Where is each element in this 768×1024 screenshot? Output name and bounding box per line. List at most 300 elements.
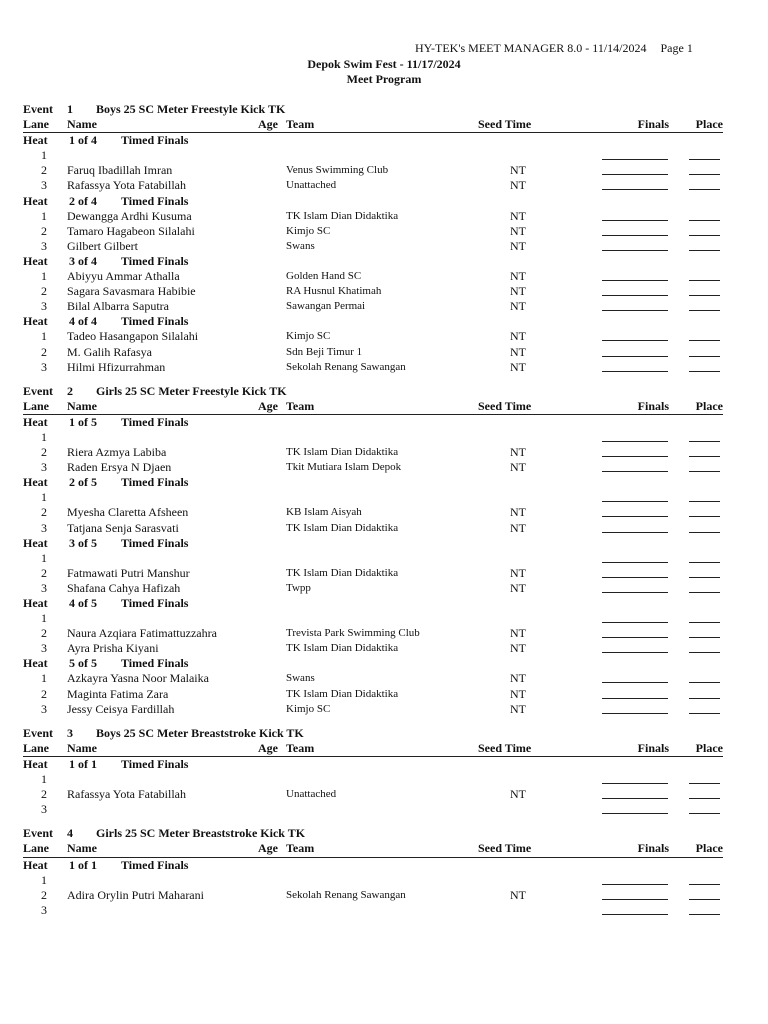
event-label: Event [23, 826, 53, 841]
swimmer-name: Adira Orylin Putri Maharani [67, 887, 204, 902]
swimmer-name: Naura Azqiara Fatimattuzzahra [67, 626, 217, 641]
place-blank-line [689, 592, 720, 593]
team-name: Swans [286, 239, 315, 252]
heat-row [23, 415, 723, 430]
seed-time: NT [510, 445, 526, 460]
finals-blank-line [602, 532, 668, 533]
place-blank-line [689, 471, 720, 472]
event-number: 4 [67, 826, 73, 841]
finals-blank-line [602, 798, 668, 799]
place-header: Place [695, 740, 723, 755]
lane-number: 1 [41, 269, 47, 284]
swimmer-name: Raden Ersya N Djaen [67, 460, 172, 475]
heat-number: 5 of 5 [69, 656, 97, 671]
place-blank-line [689, 783, 720, 784]
heat-type: Timed Finals [121, 656, 189, 671]
heat-type: Timed Finals [121, 756, 189, 771]
seed-time: NT [510, 299, 526, 314]
heat-number: 1 of 1 [69, 756, 97, 771]
place-blank-line [689, 250, 720, 251]
seed-time: NT [510, 344, 526, 359]
team-name: Sekolah Renang Sawangan [286, 360, 406, 373]
heat-type: Timed Finals [121, 133, 189, 148]
entry-row [23, 702, 723, 717]
place-blank-line [689, 682, 720, 683]
lane-number: 3 [41, 520, 47, 535]
entry-row [23, 148, 723, 163]
place-blank-line [689, 884, 720, 885]
finals-blank-line [602, 189, 668, 190]
finals-blank-line [602, 884, 668, 885]
place-blank-line [689, 456, 720, 457]
heat-number: 4 of 5 [69, 596, 97, 610]
swimmer-name: Abiyyu Ammar Athalla [67, 269, 180, 284]
heat-label: Heat [23, 535, 48, 550]
age-header: Age [258, 841, 278, 856]
heat-type: Timed Finals [121, 535, 189, 550]
heat-row [23, 536, 723, 551]
finals-blank-line [602, 159, 668, 160]
lane-number: 1 [41, 671, 47, 686]
team-name: Tkit Mutiara Islam Depok [286, 461, 402, 474]
heat-number: 4 of 4 [69, 314, 97, 329]
entry-row [23, 566, 723, 581]
event-title-row [23, 726, 723, 741]
team-name: TK Islam Dian Didaktika [286, 687, 399, 700]
place-blank-line [689, 577, 720, 578]
lane-number: 2 [41, 626, 47, 641]
lane-number: 1 [41, 611, 47, 626]
software-header [415, 41, 715, 56]
seed-time: NT [510, 238, 526, 253]
heat-number: 1 of 1 [69, 857, 97, 872]
swimmer-name: Dewangga Ardhi Kusuma [67, 208, 192, 223]
team-name: Trevista Park Swimming Club [286, 627, 420, 640]
column-header-row [23, 117, 723, 133]
seed-time-header: Seed Time [478, 841, 532, 856]
heat-row [23, 757, 723, 772]
column-header-row [23, 399, 723, 415]
software-version: HY-TEK's MEET MANAGER 8.0 - 11/14/2024 [415, 41, 647, 55]
team-name: TK Islam Dian Didaktika [286, 209, 399, 222]
swimmer-name: M. Galih Rafasya [67, 344, 152, 359]
finals-blank-line [602, 235, 668, 236]
place-blank-line [689, 441, 720, 442]
seed-time: NT [510, 223, 526, 238]
lane-number: 2 [41, 787, 47, 802]
heat-label: Heat [23, 656, 48, 671]
lane-number: 3 [41, 701, 47, 716]
event-name: Girls 25 SC Meter Breaststroke Kick TK [96, 826, 306, 841]
team-name: Unattached [286, 788, 337, 801]
lane-number: 3 [41, 299, 47, 314]
heat-type: Timed Finals [121, 857, 189, 872]
swimmer-name: Sagara Savasmara Habibie [67, 284, 196, 299]
heat-label: Heat [23, 475, 48, 490]
team-header: Team [286, 117, 315, 132]
heat-label: Heat [23, 193, 48, 208]
entry-row [23, 163, 723, 178]
lane-number: 3 [41, 238, 47, 253]
heat-type: Timed Finals [121, 314, 189, 329]
swimmer-name: Fatmawati Putri Manshur [67, 565, 190, 580]
seed-time: NT [510, 686, 526, 701]
place-header: Place [695, 841, 723, 856]
place-blank-line [689, 501, 720, 502]
entry-row [23, 505, 723, 520]
place-blank-line [689, 295, 720, 296]
event-block [23, 102, 723, 375]
heat-number: 2 of 4 [69, 193, 97, 208]
entry-row [23, 284, 723, 299]
seed-time: NT [510, 520, 526, 535]
seed-time: NT [510, 269, 526, 284]
heat-label: Heat [23, 857, 48, 872]
place-blank-line [689, 356, 720, 357]
finals-blank-line [602, 813, 668, 814]
team-name: Kimjo SC [286, 224, 331, 237]
seed-time: NT [510, 505, 526, 520]
lane-number: 2 [41, 505, 47, 520]
seed-time: NT [510, 178, 526, 193]
place-blank-line [689, 622, 720, 623]
place-blank-line [689, 235, 720, 236]
place-blank-line [689, 159, 720, 160]
finals-blank-line [602, 356, 668, 357]
lane-number: 1 [41, 772, 47, 787]
lane-number: 1 [41, 208, 47, 223]
name-header: Name [67, 740, 97, 755]
name-header: Name [67, 398, 97, 413]
seed-time: NT [510, 787, 526, 802]
event-block [23, 826, 723, 918]
finals-blank-line [602, 516, 668, 517]
place-blank-line [689, 637, 720, 638]
seed-time: NT [510, 671, 526, 686]
place-blank-line [689, 532, 720, 533]
swimmer-name: Tamaro Hagabeon Silalahi [67, 223, 195, 238]
team-name: KB Islam Aisyah [286, 506, 362, 519]
team-name: TK Islam Dian Didaktika [286, 642, 399, 655]
place-blank-line [689, 798, 720, 799]
heat-number: 1 of 4 [69, 133, 97, 148]
place-blank-line [689, 310, 720, 311]
place-blank-line [689, 340, 720, 341]
entry-row [23, 209, 723, 224]
team-name: Sekolah Renang Sawangan [286, 888, 406, 901]
seed-time: NT [510, 701, 526, 716]
event-label: Event [23, 102, 53, 116]
lane-number: 1 [41, 429, 47, 444]
team-header: Team [286, 740, 315, 755]
finals-blank-line [602, 250, 668, 251]
swimmer-name: Jessy Ceisya Fardillah [67, 701, 175, 716]
entry-row [23, 490, 723, 505]
lane-number: 3 [41, 641, 47, 656]
seed-time: NT [510, 460, 526, 475]
finals-header: Finals [637, 398, 669, 413]
place-blank-line [689, 713, 720, 714]
lane-number: 2 [41, 344, 47, 359]
place-blank-line [689, 516, 720, 517]
event-name: Boys 25 SC Meter Breaststroke Kick TK [96, 725, 304, 740]
swimmer-name: Rafassya Yota Fatabillah [67, 787, 186, 802]
entry-row [23, 772, 723, 787]
age-header: Age [258, 117, 278, 132]
finals-blank-line [602, 577, 668, 578]
event-title-row [23, 384, 723, 399]
event-label: Event [23, 725, 53, 740]
team-name: Golden Hand SC [286, 270, 362, 283]
swimmer-name: Bilal Albarra Saputra [67, 299, 169, 314]
name-header: Name [67, 841, 97, 856]
heat-row [23, 194, 723, 209]
heat-label: Heat [23, 314, 48, 329]
swimmer-name: Tadeo Hasangapon Silalahi [67, 329, 199, 344]
seed-time: NT [510, 359, 526, 374]
lane-header: Lane [23, 841, 50, 856]
lane-number: 2 [41, 163, 47, 178]
entry-row [23, 611, 723, 626]
finals-blank-line [602, 682, 668, 683]
seed-time: NT [510, 580, 526, 595]
meet-title: Depok Swim Fest - 11/17/2024 [307, 57, 461, 71]
heat-type: Timed Finals [121, 596, 189, 610]
heat-label: Heat [23, 414, 48, 429]
heat-row [23, 858, 723, 873]
heat-label: Heat [23, 133, 48, 148]
finals-blank-line [602, 637, 668, 638]
age-header: Age [258, 740, 278, 755]
finals-blank-line [602, 501, 668, 502]
entry-row [23, 687, 723, 702]
entry-row [23, 551, 723, 566]
heat-row [23, 314, 723, 329]
seed-time: NT [510, 163, 526, 178]
column-header-row [23, 841, 723, 857]
seed-time-header: Seed Time [478, 398, 532, 413]
finals-header: Finals [637, 740, 669, 755]
swimmer-name: Ayra Prisha Kiyani [67, 641, 159, 656]
entry-row [23, 787, 723, 802]
finals-blank-line [602, 914, 668, 915]
entry-row [23, 802, 723, 817]
finals-blank-line [602, 280, 668, 281]
lane-number: 2 [41, 565, 47, 580]
finals-blank-line [602, 441, 668, 442]
seed-time: NT [510, 641, 526, 656]
finals-blank-line [602, 592, 668, 593]
place-blank-line [689, 562, 720, 563]
place-blank-line [689, 652, 720, 653]
entry-row [23, 360, 723, 375]
entry-row [23, 239, 723, 254]
event-block [23, 384, 723, 717]
entry-row [23, 178, 723, 193]
heat-row [23, 475, 723, 490]
team-name: Sdn Beji Timur 1 [286, 345, 363, 358]
event-name: Boys 25 SC Meter Freestyle Kick TK [96, 102, 286, 116]
heat-number: 3 of 5 [69, 535, 97, 550]
event-title-row [23, 826, 723, 841]
entry-row [23, 671, 723, 686]
team-header: Team [286, 398, 315, 413]
team-name: Venus Swimming Club [286, 164, 389, 177]
finals-blank-line [602, 220, 668, 221]
team-name: Swans [286, 672, 315, 685]
finals-blank-line [602, 899, 668, 900]
entry-row [23, 345, 723, 360]
lane-number: 3 [41, 580, 47, 595]
seed-time-header: Seed Time [478, 740, 532, 755]
event-number: 1 [67, 102, 73, 116]
events-list [23, 102, 723, 927]
place-header: Place [695, 117, 723, 132]
finals-blank-line [602, 783, 668, 784]
lane-number: 1 [41, 872, 47, 887]
place-blank-line [689, 698, 720, 699]
meet-subtitle: Meet Program [346, 72, 422, 86]
lane-number: 3 [41, 802, 47, 817]
heat-label: Heat [23, 756, 48, 771]
swimmer-name: Rafassya Yota Fatabillah [67, 178, 186, 193]
place-header: Place [695, 398, 723, 413]
heat-type: Timed Finals [121, 253, 189, 268]
entry-row [23, 581, 723, 596]
heat-type: Timed Finals [121, 193, 189, 208]
team-name: Unattached [286, 179, 337, 192]
heat-row [23, 656, 723, 671]
lane-number: 1 [41, 550, 47, 565]
heat-row [23, 254, 723, 269]
lane-number: 1 [41, 329, 47, 344]
team-name: TK Islam Dian Didaktika [286, 521, 399, 534]
finals-blank-line [602, 562, 668, 563]
swimmer-name: Maginta Fatima Zara [67, 686, 169, 701]
heat-number: 3 of 4 [69, 253, 97, 268]
lane-number: 2 [41, 284, 47, 299]
finals-blank-line [602, 371, 668, 372]
lane-number: 1 [41, 148, 47, 163]
seed-time: NT [510, 565, 526, 580]
team-name: RA Husnul Khatimah [286, 285, 382, 298]
seed-time: NT [510, 284, 526, 299]
entry-row [23, 269, 723, 284]
place-blank-line [689, 280, 720, 281]
entry-row [23, 299, 723, 314]
seed-time: NT [510, 626, 526, 641]
place-blank-line [689, 174, 720, 175]
entry-row [23, 641, 723, 656]
place-blank-line [689, 220, 720, 221]
swimmer-name: Riera Azmya Labiba [67, 445, 167, 460]
lane-header: Lane [23, 398, 50, 413]
column-header-row [23, 741, 723, 757]
finals-blank-line [602, 698, 668, 699]
event-label: Event [23, 383, 53, 398]
event-number: 2 [67, 383, 73, 398]
swimmer-name: Azkayra Yasna Noor Malaika [67, 671, 209, 686]
page-number: Page 1 [660, 41, 693, 55]
event-title-row [23, 102, 723, 117]
team-header: Team [286, 841, 315, 856]
team-name: Sawangan Permai [286, 300, 366, 313]
entry-row [23, 626, 723, 641]
place-blank-line [689, 813, 720, 814]
team-name: Kimjo SC [286, 330, 331, 343]
heat-row [23, 133, 723, 148]
entry-row [23, 521, 723, 536]
lane-header: Lane [23, 117, 50, 132]
team-name: Twpp [286, 581, 311, 594]
lane-number: 2 [41, 445, 47, 460]
entry-row [23, 329, 723, 344]
heat-type: Timed Finals [121, 475, 189, 490]
entry-row [23, 224, 723, 239]
swimmer-name: Shafana Cahya Hafizah [67, 580, 181, 595]
lane-number: 2 [41, 223, 47, 238]
place-blank-line [689, 914, 720, 915]
seed-time-header: Seed Time [478, 117, 532, 132]
team-name: TK Islam Dian Didaktika [286, 566, 399, 579]
swimmer-name: Myesha Claretta Afsheen [67, 505, 189, 520]
finals-header: Finals [637, 841, 669, 856]
entry-row [23, 888, 723, 903]
event-name: Girls 25 SC Meter Freestyle Kick TK [96, 383, 287, 398]
place-blank-line [689, 899, 720, 900]
lane-number: 2 [41, 887, 47, 902]
swimmer-name: Hilmi Hfizurrahman [67, 359, 166, 374]
finals-blank-line [602, 622, 668, 623]
entry-row [23, 873, 723, 888]
finals-blank-line [602, 174, 668, 175]
place-blank-line [689, 189, 720, 190]
swimmer-name: Tatjana Senja Sarasvati [67, 520, 179, 535]
heat-label: Heat [23, 253, 48, 268]
heat-label: Heat [23, 596, 48, 610]
lane-number: 3 [41, 178, 47, 193]
finals-header: Finals [637, 117, 669, 132]
heat-row [23, 596, 723, 611]
lane-number: 3 [41, 460, 47, 475]
team-name: Kimjo SC [286, 702, 331, 715]
team-name: TK Islam Dian Didaktika [286, 446, 399, 459]
heat-number: 1 of 5 [69, 414, 97, 429]
lane-header: Lane [23, 740, 50, 755]
finals-blank-line [602, 471, 668, 472]
finals-blank-line [602, 310, 668, 311]
event-number: 3 [67, 725, 73, 740]
age-header: Age [258, 398, 278, 413]
seed-time: NT [510, 887, 526, 902]
finals-blank-line [602, 295, 668, 296]
seed-time: NT [510, 329, 526, 344]
swimmer-name: Gilbert Gilbert [67, 238, 138, 253]
lane-number: 2 [41, 686, 47, 701]
entry-row [23, 445, 723, 460]
finals-blank-line [602, 652, 668, 653]
heat-type: Timed Finals [121, 414, 189, 429]
place-blank-line [689, 371, 720, 372]
lane-number: 3 [41, 359, 47, 374]
finals-blank-line [602, 340, 668, 341]
finals-blank-line [602, 713, 668, 714]
entry-row [23, 903, 723, 918]
entry-row [23, 430, 723, 445]
entry-row [23, 460, 723, 475]
lane-number: 1 [41, 490, 47, 505]
event-block [23, 726, 723, 818]
